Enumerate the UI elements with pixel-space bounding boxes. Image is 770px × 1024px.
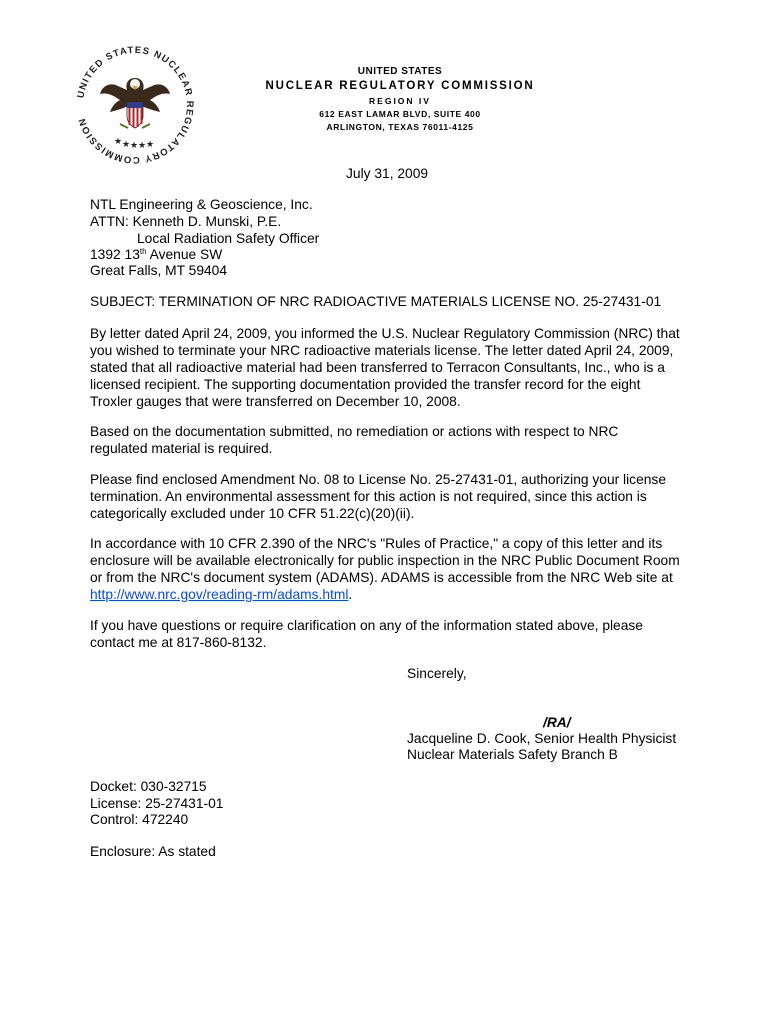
svg-text:★: ★ bbox=[138, 141, 147, 151]
recipient-company: NTL Engineering & Geoscience, Inc. bbox=[90, 197, 313, 212]
enclosure-note: Enclosure: As stated bbox=[90, 844, 216, 859]
letterhead-address-line1: 612 EAST LAMAR BLVD, SUITE 400 bbox=[319, 109, 481, 119]
letterhead-agency: NUCLEAR REGULATORY COMMISSION bbox=[265, 80, 535, 92]
nrc-seal-logo bbox=[70, 40, 200, 170]
recipient-street: 1392 13th Avenue SW bbox=[90, 247, 223, 262]
letter-date: July 31, 2009 bbox=[346, 166, 429, 181]
subject-line: SUBJECT: TERMINATION OF NRC RADIOACTIVE MATERIALS LICENSE NO. 25-27431-01 bbox=[90, 294, 662, 309]
letterhead-address-line2: ARLINGTON, TEXAS 76011-4125 bbox=[326, 122, 474, 132]
svg-text:★: ★ bbox=[130, 141, 139, 151]
stars-icon bbox=[114, 137, 154, 151]
body-paragraph-5: If you have questions or require clarification on any of the information stated above, please contact me at 817-860-8132. bbox=[90, 618, 643, 650]
signatory-branch: Nuclear Materials Safety Branch B bbox=[407, 747, 618, 762]
docket-number: Docket: 030-32715 bbox=[90, 779, 207, 794]
letterhead-region: REGION IV bbox=[369, 96, 431, 106]
body-paragraph-4: In accordance with 10 CFR 2.390 of the NRC's "Rules of Practice," a copy of this letter and its enclosure will be available electronically for public inspection in the NRC Public Document Room or from the NRC's document system (ADAMS). ADAMS is accessible from the NRC Web site at http://www.nrc.gov/reading-rm/adams.html. bbox=[90, 536, 680, 602]
license-number: License: 25-27431-01 bbox=[90, 796, 224, 811]
svg-text:★: ★ bbox=[122, 140, 131, 150]
control-number: Control: 472240 bbox=[90, 812, 189, 827]
letterhead bbox=[240, 66, 560, 132]
closing-salutation: Sincerely, bbox=[407, 666, 467, 681]
svg-text:★: ★ bbox=[114, 137, 123, 147]
body-paragraph-1: By letter dated April 24, 2009, you informed the U.S. Nuclear Regulatory Commission (NRC) that you wished to terminate your NRC radioactive materials license. The letter dated April 24, 2009, stated that all radioactive material had been transferred to Terracon Consultants, Inc., who is a licensed recipient. The supporting documentation provided the transfer record for the eight Troxler gauges that were transferred on December 10, 2008. bbox=[90, 326, 680, 409]
recipient-role: Local Radiation Safety Officer bbox=[137, 231, 320, 246]
adams-link[interactable]: http://www.nrc.gov/reading-rm/adams.html bbox=[90, 587, 349, 602]
body-paragraph-3: Please find enclosed Amendment No. 08 to License No. 25-27431-01, authorizing your license termination. An environmental assessment for this action is not required, since this action is categorically excluded under 10 CFR 51.22(c)(20)(ii). bbox=[90, 472, 666, 521]
svg-text:★: ★ bbox=[146, 140, 155, 150]
letterhead-country: UNITED STATES bbox=[357, 66, 443, 77]
recipient-attn: ATTN: Kenneth D. Munski, P.E. bbox=[90, 214, 282, 229]
body-paragraph-2: Based on the documentation submitted, no remediation or actions with respect to NRC regulated material is required. bbox=[90, 424, 619, 456]
recipient-city: Great Falls, MT 59404 bbox=[90, 263, 228, 278]
svg-text:UNITED STATES NUCLEAR REGULATO: UNITED STATES NUCLEAR REGULATORY COMMISSION bbox=[75, 44, 196, 166]
eagle-icon bbox=[100, 78, 170, 128]
signature-ra: /RA/ bbox=[543, 715, 571, 730]
signatory-name-title: Jacqueline D. Cook, Senior Health Physicist bbox=[407, 731, 677, 746]
